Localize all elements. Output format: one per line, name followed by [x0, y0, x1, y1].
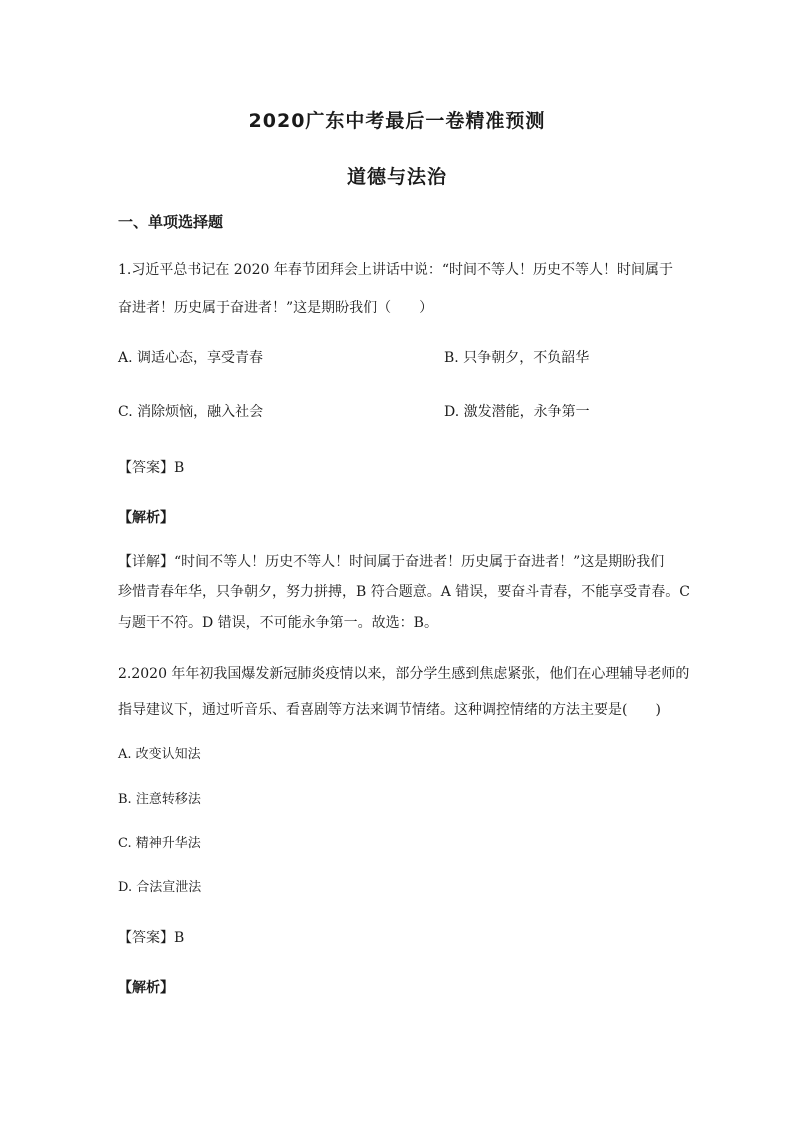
question-2-stem-line-2: 指导建议下，通过听音乐、看喜剧等方法来调节情绪。这种调控情绪的方法主要是( ) — [118, 702, 661, 718]
question-2-stem-line-1: 2.2020 年年初我国爆发新冠肺炎疫情以来，部分学生感到焦虑紧张，他们在心理辅导老师的 — [118, 666, 690, 682]
question-1-option-d: D. 激发潜能，永争第一 — [444, 404, 590, 420]
question-1-detail-line-2: 珍惜青春年华，只争朝夕，努力拼搏，B 符合题意。A 错误，要奋斗青春，不能享受青春。C — [118, 584, 691, 600]
question-2-option-a: A. 改变认知法 — [118, 747, 201, 762]
question-2-answer: 【答案】B — [118, 930, 185, 946]
question-2-analysis-label: 【解析】 — [118, 980, 174, 996]
question-2-option-c: C. 精神升华法 — [118, 836, 201, 851]
question-1-option-a: A. 调适心态，享受青春 — [118, 350, 264, 366]
document-subtitle: 道德与法治 — [346, 166, 447, 188]
question-1-answer: 【答案】B — [118, 460, 185, 476]
question-1-option-c: C. 消除烦恼，融入社会 — [118, 404, 264, 420]
question-1-detail-line-1: 【详解】“时间不等人！历史不等人！时间属于奋进者！历史属于奋进者！”这是期盼我们 — [118, 554, 665, 570]
question-1-stem-line-2: 奋进者！历史属于奋进者！”这是期盼我们（ ） — [118, 300, 434, 316]
question-1-stem-line-1: 1.习近平总书记在 2020 年春节团拜会上讲话中说：“时间不等人！历史不等人！时间属于 — [118, 262, 674, 278]
question-1-detail-line-3: 与题干不符。D 错误，不可能永争第一。故选：B。 — [118, 615, 438, 631]
question-1-option-b: B. 只争朝夕，不负韶华 — [444, 350, 590, 366]
question-2-option-b: B. 注意转移法 — [118, 792, 201, 807]
question-2-option-d: D. 合法宣泄法 — [118, 880, 202, 895]
question-1-analysis-label: 【解析】 — [118, 510, 174, 526]
section-heading: 一、单项选择题 — [118, 213, 224, 231]
document-title: 2020广东中考最后一卷精准预测 — [248, 110, 546, 132]
